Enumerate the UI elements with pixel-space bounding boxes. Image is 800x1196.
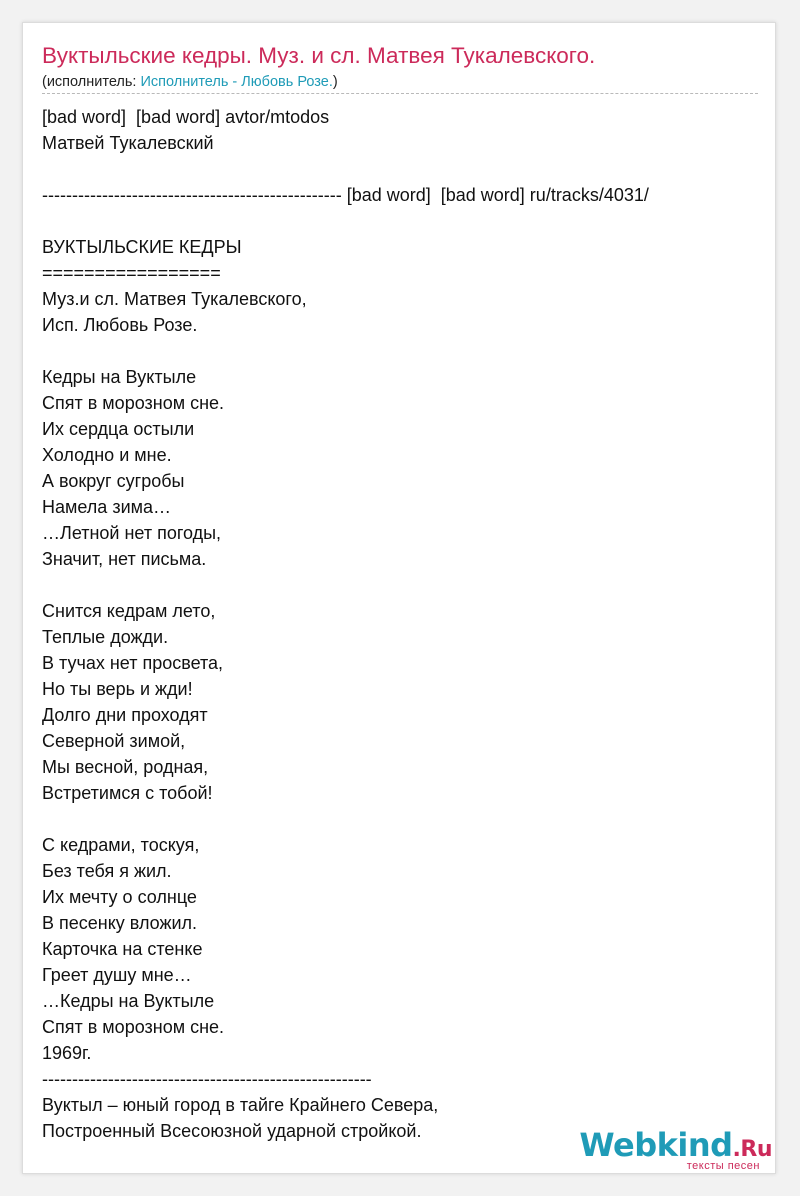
lyrics-line: -------------------------------------------------- [bad word] [bad word] ru/tracks/4031/ [42,185,649,205]
lyrics-line: А вокруг сугробы [42,471,185,491]
lyrics-line: Мы весной, родная, [42,757,209,777]
lyrics-line: Греет душу мне… [42,965,192,985]
lyrics-line: ВУКТЫЛЬСКИЕ КЕДРЫ [42,237,242,257]
lyrics-line: В тучах нет просвета, [42,653,224,673]
lyrics-line [42,338,762,364]
lyrics-line [42,572,762,598]
logo-main: Webkind [579,1126,733,1164]
performer-line [42,73,338,91]
performer-suffix: ) [332,74,338,90]
lyrics-line: Карточка на стенке [42,939,203,959]
lyrics-line: Матвей Тукалевский [42,133,214,153]
lyrics-line: …Кедры на Вуктыле [42,991,215,1011]
lyrics-line: Снится кедрам лето, [42,601,216,621]
lyrics-line [42,806,762,832]
lyrics-line: В песенку вложил. [42,913,198,933]
lyrics-line: Построенный Всесоюзной ударной стройкой. [42,1121,422,1141]
page-title: Вуктыльские кедры. Муз. и сл. Матвея Тукалевского. [42,43,596,68]
lyrics-line: С кедрами, тоскуя, [42,835,200,855]
lyrics-line: Без тебя я жил. [42,861,172,881]
lyrics-line: 1969г. [42,1043,92,1063]
lyrics-line: Кедры на Вуктыле [42,367,197,387]
lyrics-line [42,208,762,234]
lyrics-line: Спят в морозном сне. [42,393,225,413]
lyrics-line: Холодно и мне. [42,445,172,465]
lyrics-line: Встретимся с тобой! [42,783,213,803]
lyrics-line: Намела зима… [42,497,172,517]
lyrics-line: Но ты верь и жди! [42,679,193,699]
logo-subtitle: тексты песен [686,1160,760,1172]
lyrics-line: ------------------------------------------------------- [42,1069,372,1089]
lyrics-line: Их сердца остыли [42,419,195,439]
lyrics-line: Муз.и сл. Матвея Тукалевского, [42,289,307,309]
logo-tld: .Ru [732,1137,772,1162]
lyrics-line: Их мечту о солнце [42,887,197,907]
lyrics-line: [bad word] [bad word] avtor/mtodos [42,107,330,127]
lyrics-line [42,156,762,182]
performer-prefix: (исполнитель: [42,74,141,90]
lyrics-line: Значит, нет письма. [42,549,207,569]
lyrics-line: …Летной нет погоды, [42,523,222,543]
lyrics-line: Теплые дожди. [42,627,169,647]
lyrics-text [42,104,762,1144]
header-divider [42,93,758,94]
lyrics-line: ================= [42,263,221,283]
lyrics-line: Спят в морозном сне. [42,1017,225,1037]
lyrics-line: Исп. Любовь Розе. [42,315,198,335]
performer-link[interactable]: Исполнитель - Любовь Розе. [140,74,333,90]
lyrics-line: Вуктыл – юный город в тайге Крайнего Севера, [42,1095,439,1115]
lyrics-line: Долго дни проходят [42,705,208,725]
lyrics-line: Северной зимой, [42,731,186,751]
